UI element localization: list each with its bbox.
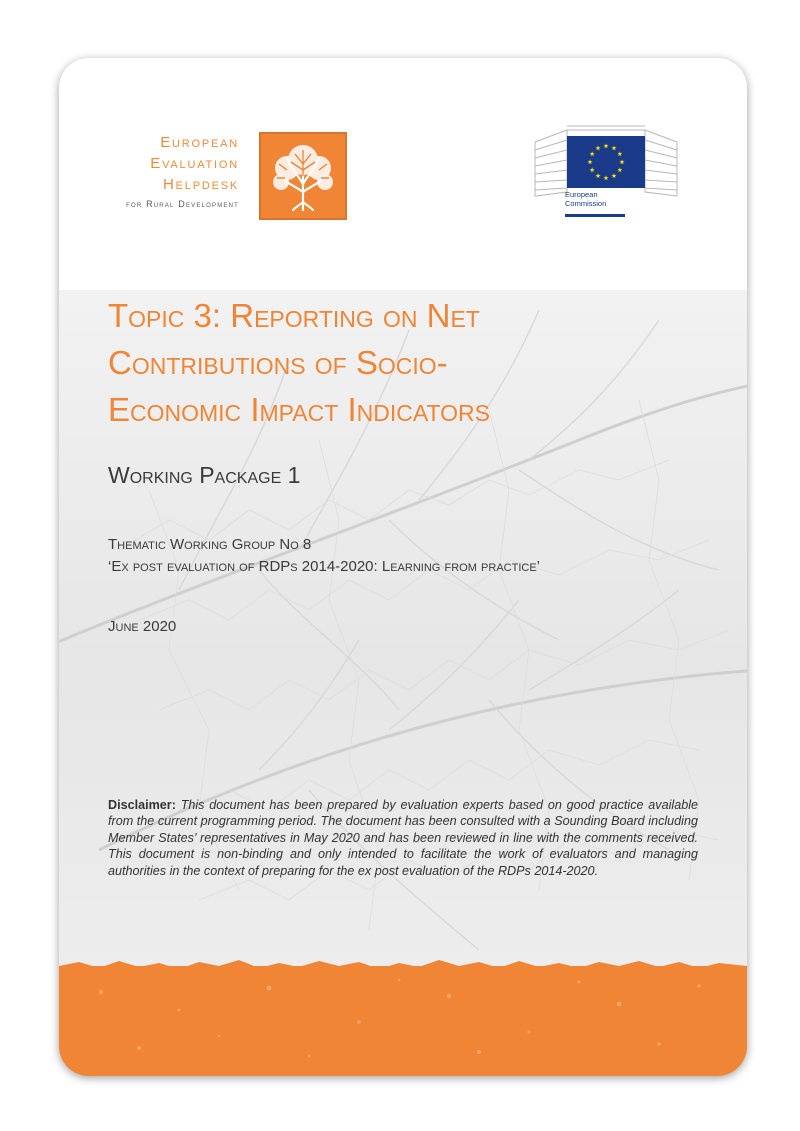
- disclaimer: [108, 797, 698, 879]
- cover-page: [59, 58, 747, 1076]
- orange-footer-band: [59, 966, 747, 1076]
- ec-caption-line-2: Commission: [565, 199, 607, 208]
- disclaimer-text: This document has been prepared by evaluation experts based on good practice available from the current programming period. The document has been consulted with a Sounding Board including Member States’ representatives in May 2020 and has been reviewed in line with the comments received. This document is non-binding and only intended to facilitate the work of evaluators and managing authorities in the context of preparing for the ex post evaluation of the RDPs 2014-2020.: [108, 798, 698, 878]
- title-line-2: Contributions of Socio-: [108, 344, 448, 381]
- tree-logo-icon: [257, 130, 349, 222]
- eeh-logo-text: [126, 132, 239, 209]
- footer-texture: [59, 952, 747, 1076]
- disclaimer-label: Disclaimer:: [108, 798, 176, 812]
- eeh-logo-line-2: Evaluation: [150, 155, 239, 172]
- eeh-logo-subtitle: for Rural Development: [126, 199, 239, 209]
- document-subtitle: Working Package 1: [108, 462, 301, 488]
- eeh-logo-line-1: European: [160, 134, 239, 151]
- ec-caption: [565, 190, 606, 208]
- header-area: [59, 58, 747, 290]
- title-line-3: Economic Impact Indicators: [108, 391, 490, 428]
- title-line-1: Topic 3: Reporting on Net: [108, 297, 480, 334]
- publication-date: June 2020: [108, 618, 177, 635]
- document-title: [108, 292, 708, 433]
- eeh-logo-line-3: Helpdesk: [163, 176, 239, 193]
- ec-caption-line-1: European: [565, 190, 598, 199]
- working-group-info: [108, 534, 540, 578]
- working-group-name: Thematic Working Group No 8: [108, 536, 312, 553]
- ec-underline: [565, 214, 625, 217]
- working-group-topic: ‘Ex post evaluation of RDPs 2014-2020: Learning from practice’: [108, 558, 540, 575]
